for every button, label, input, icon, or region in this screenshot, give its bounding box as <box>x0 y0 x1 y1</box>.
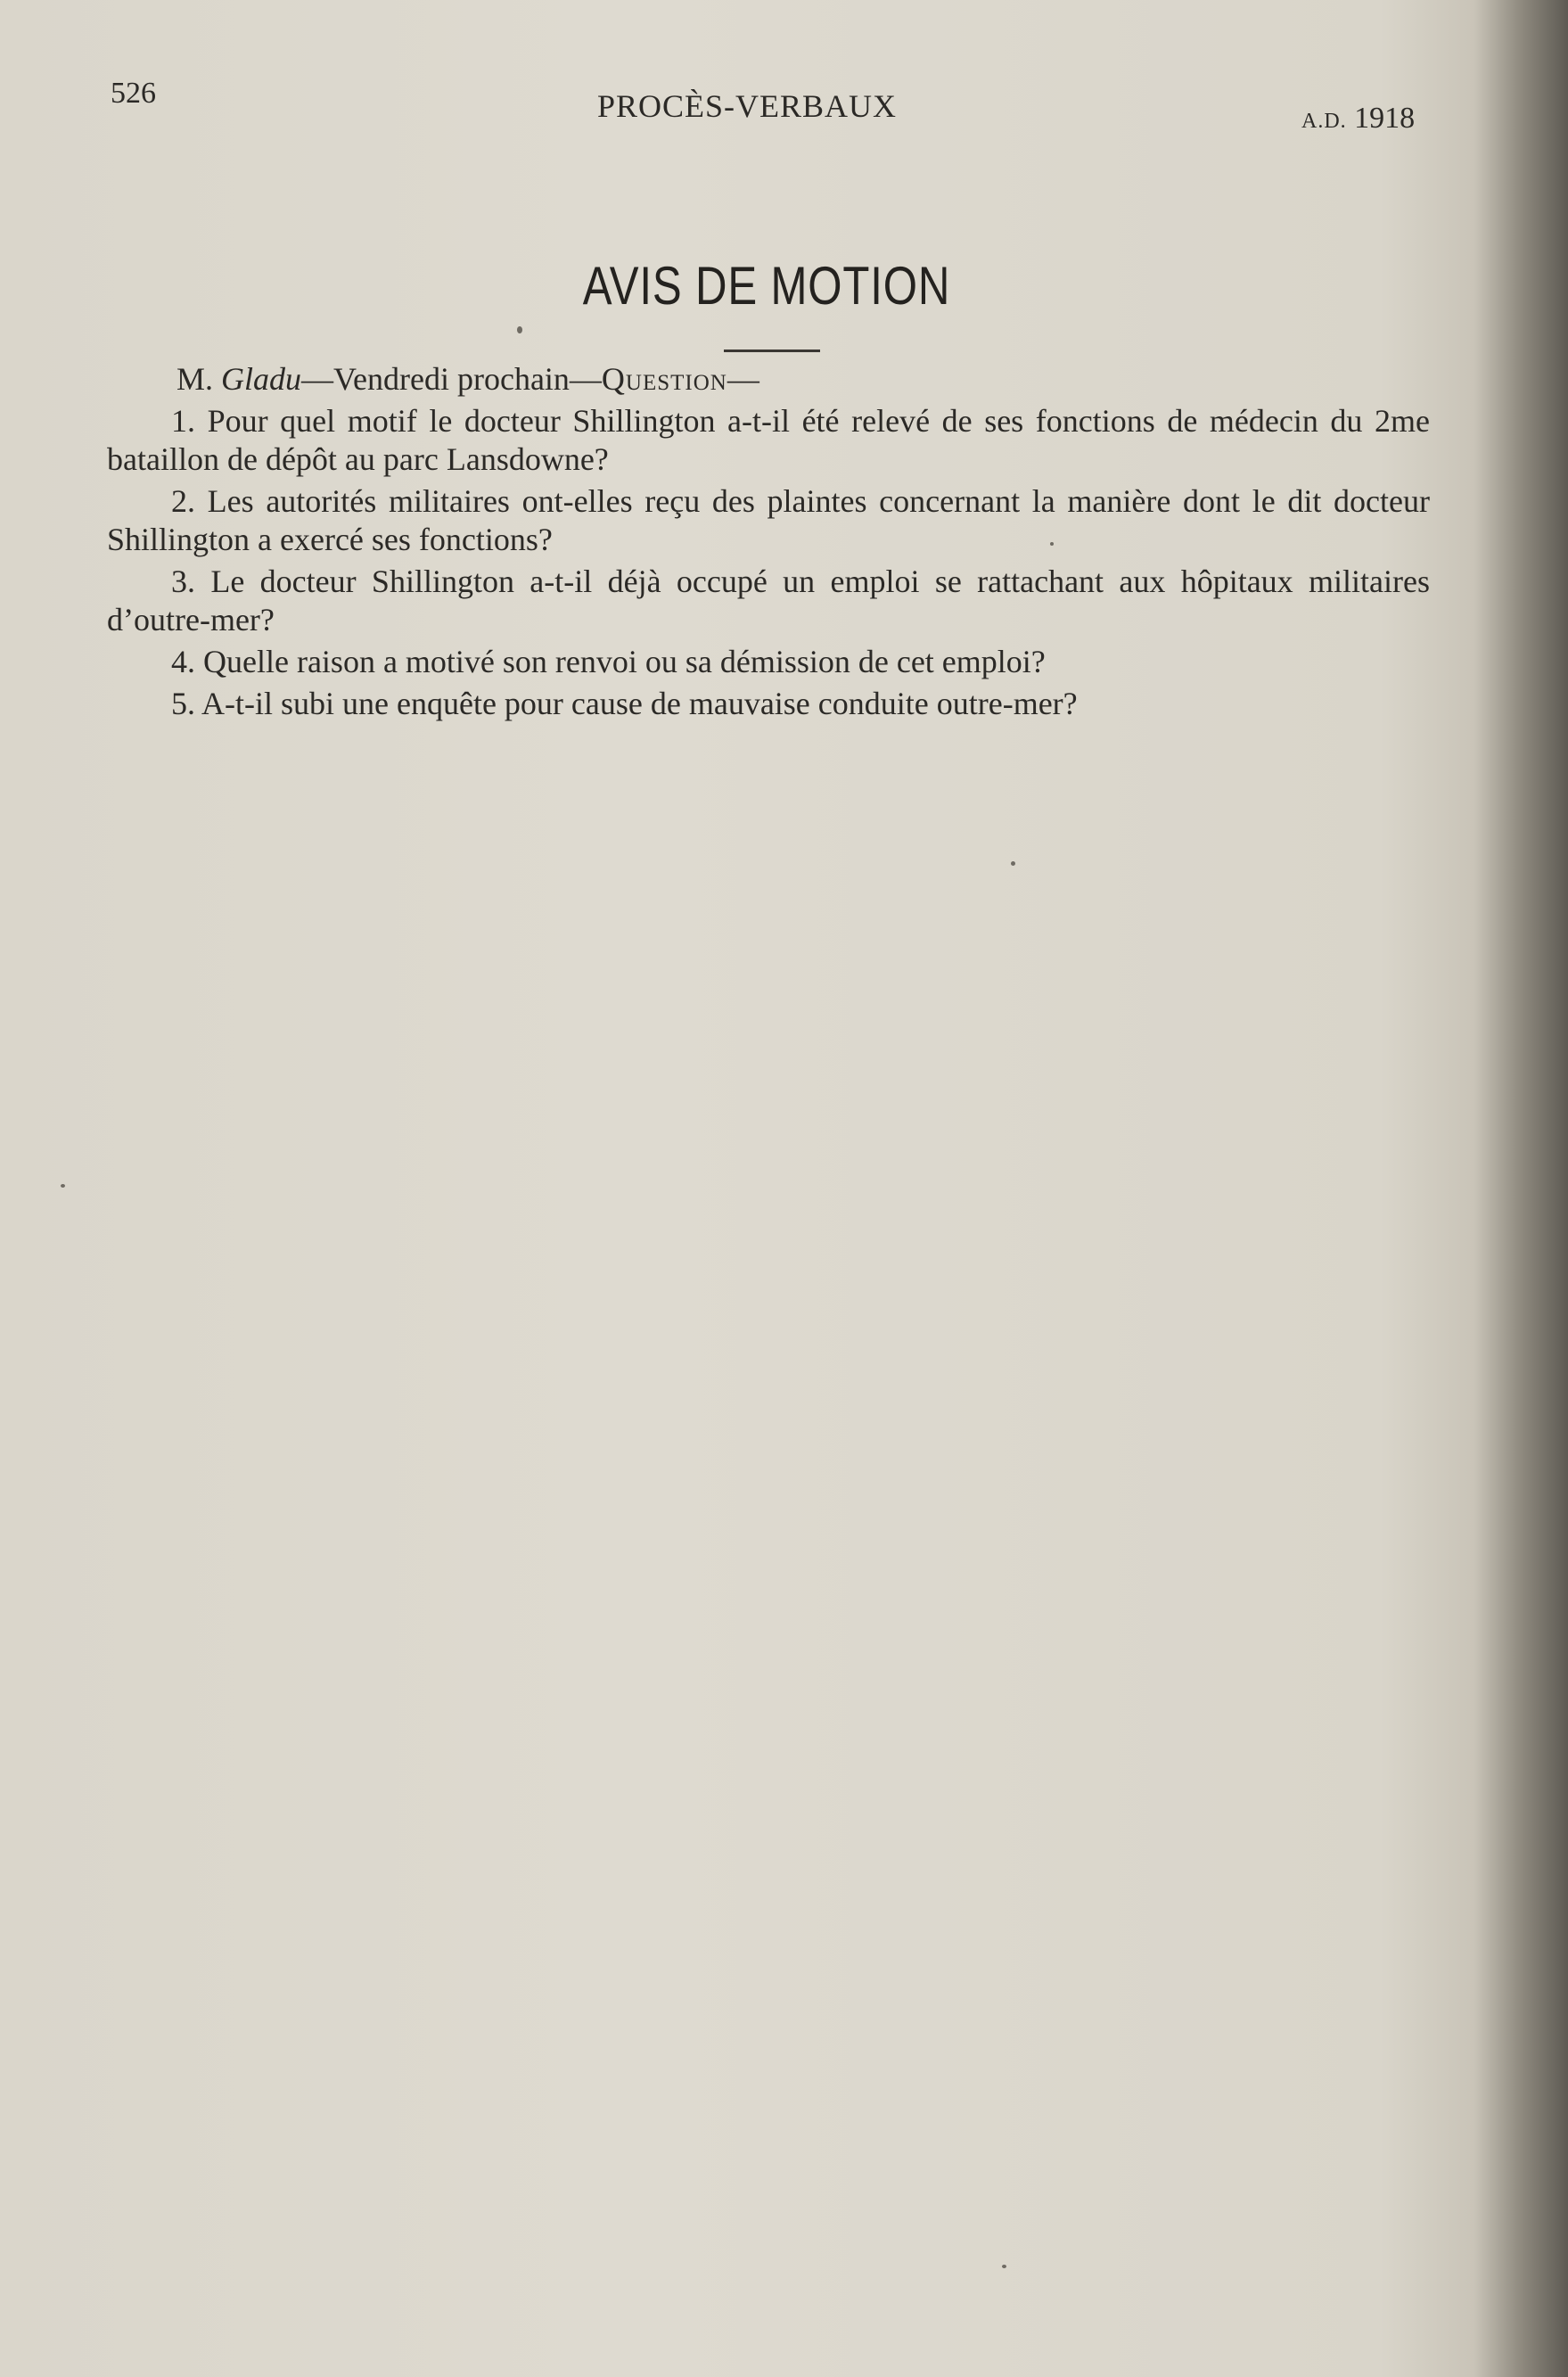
paper-speck <box>1002 2265 1006 2268</box>
intro-label: Question <box>601 361 727 397</box>
header-year-value: 1918 <box>1354 102 1416 135</box>
page-number: 526 <box>111 77 156 110</box>
question-item: 5. A-t-il subi une enquête pour cause de mauvaise conduite outre-mer? <box>171 686 1078 721</box>
question-item: 4. Quelle raison a motivé son renvoi ou sa démission de cet emploi? <box>171 644 1046 679</box>
header-year <box>1301 102 1415 136</box>
intro-prefix: M. <box>177 361 222 397</box>
intro-suffix: — <box>727 361 759 397</box>
notice-intro <box>107 360 1430 399</box>
paper-speck <box>517 326 522 333</box>
member-name: Gladu <box>221 361 302 397</box>
paper-speck <box>1011 861 1015 866</box>
question-item: 1. Pour quel motif le docteur Shillington a-t-il été relevé de ses fonctions de médecin du 2me bataillon de dépôt au parc Lansdowne? <box>107 403 1430 477</box>
header-year-prefix: A.D. <box>1301 110 1347 133</box>
question-item: 3. Le docteur Shillington a-t-il déjà occupé un emploi se rattachant aux hôpitaux militaires d’outre-mer? <box>107 563 1430 637</box>
paper-speck <box>1050 542 1054 546</box>
section-title: AVIS DE MOTION <box>582 256 951 316</box>
notice-body <box>107 360 1430 723</box>
running-header-title: PROCÈS-VERBAUX <box>597 88 898 124</box>
title-divider <box>724 350 820 352</box>
question-item: 2. Les autorités militaires ont-elles reçu des plaintes concernant la manière dont le dit docteur Shillington a exercé ses fonctions? <box>107 483 1430 557</box>
intro-middle: —Vendredi prochain— <box>301 361 602 397</box>
paper-speck <box>61 1184 65 1188</box>
